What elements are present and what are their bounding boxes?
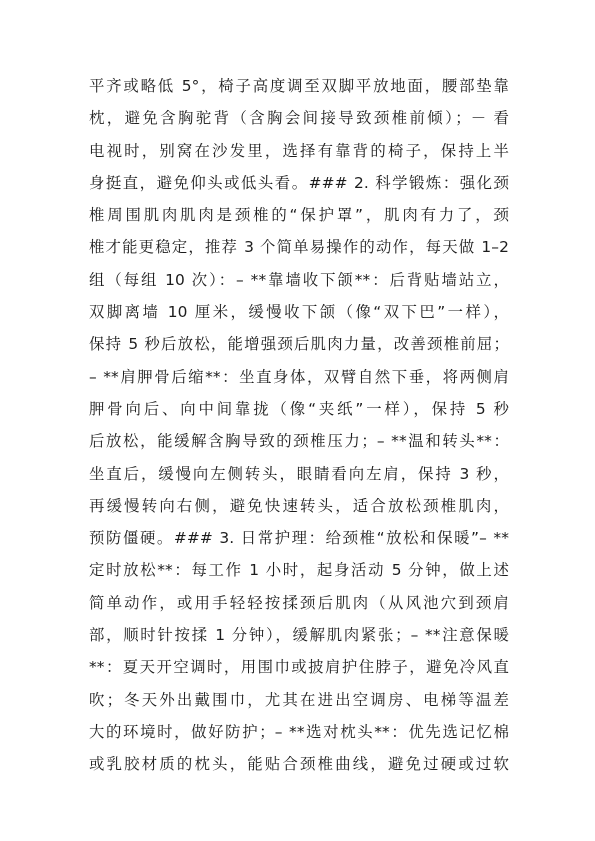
- text-line: 电视时，别窝在沙发里，选择有靠背的椅子，保持上半: [89, 141, 509, 160]
- text-line: **：夏天开空调时，用围巾或披肩护住脖子，避免冷风直: [89, 658, 509, 677]
- text-line: 定时放松**：每工作 1 小时，起身活动 5 分钟，做上述: [89, 561, 509, 580]
- text-line: 大的环境时，做好防护；– **选对枕头**：优先选记忆棉: [89, 722, 509, 741]
- text-line: 双脚离墙 10 厘米，缓慢收下颌（像“双下巴”一样），: [89, 303, 509, 322]
- text-line: 平齐或略低 5°，椅子高度调至双脚平放地面，腰部垫靠: [89, 77, 509, 95]
- text-line: 预防僵硬。### 3. 日常护理：给颈椎“放松和保暖”– **: [89, 529, 509, 548]
- text-line: 或乳胶材质的枕头，能贴合颈椎曲线，避免过硬或过软: [89, 755, 509, 774]
- text-line: 椎才能更稳定，推荐 3 个简单易操作的动作，每天做 1–2: [89, 238, 509, 257]
- text-line: 简单动作，或用手轻轻按揉颈后肌肉（从风池穴到颈肩: [89, 593, 509, 612]
- text-line: – **肩胛骨后缩**：坐直身体，双臂自然下垂，将两侧肩: [89, 367, 509, 386]
- text-line: 组（每组 10 次）：– **靠墙收下颌**：后背贴墙站立，: [89, 270, 509, 289]
- text-line: 坐直后，缓慢向左侧转头，眼睛看向左肩，保持 3 秒，: [89, 464, 509, 483]
- text-line: 再缓慢转向右侧，避免快速转头，适合放松颈椎肌肉，: [89, 496, 509, 515]
- text-line: 身挺直，避免仰头或低头看。### 2. 科学锻炼：强化颈: [89, 173, 509, 192]
- text-line: 胛骨向后、向中间靠拢（像“夹纸”一样），保持 5 秒: [89, 399, 509, 418]
- text-line: 吹；冬天外出戴围巾，尤其在进出空调房、电梯等温差: [89, 690, 509, 709]
- text-line: 枕，避免含胸驼背（含胸会间接导致颈椎前倾）；－ 看: [89, 109, 509, 128]
- text-line: 保持 5 秒后放松，能增强颈后肌肉力量，改善颈椎前屈；: [89, 335, 509, 354]
- text-line: 部，顺时针按揉 1 分钟），缓解肌肉紧张；– **注意保暖: [89, 626, 509, 645]
- body-text: [89, 70, 509, 781]
- text-line: 椎周围肌肉肌肉是颈椎的“保护罩”，肌肉有力了，颈: [89, 206, 509, 225]
- text-line: 后放松，能缓解含胸导致的颈椎压力；– **温和转头**：: [89, 432, 509, 451]
